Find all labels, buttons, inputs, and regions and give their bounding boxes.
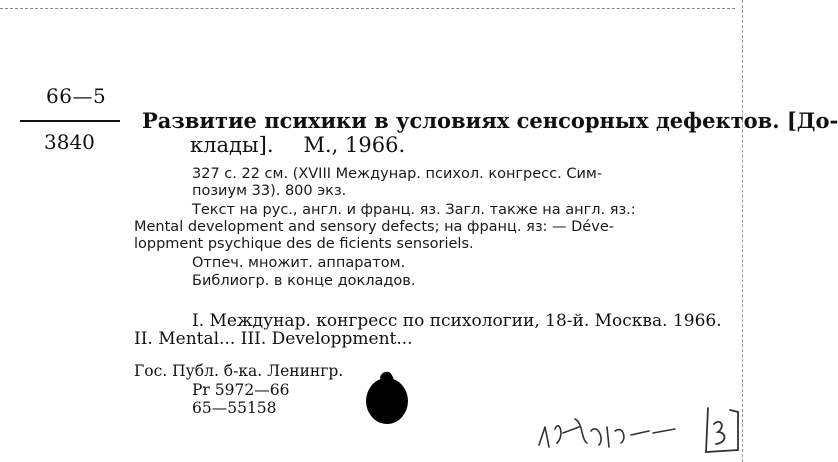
- note-line-1: Текст на рус., англ. и франц. яз. Загл. также на англ. яз.:: [192, 202, 636, 218]
- title-line-2: [190, 133, 405, 157]
- card-top-edge: [0, 8, 735, 9]
- ink-blot: [366, 378, 408, 424]
- collation-line-1: 327 с. 22 см. (XVIII Междунар. психол. конгресс. Сим-: [192, 166, 603, 182]
- note-line-3: loppment psychique des de ficients sensoriels.: [134, 236, 474, 252]
- holding-number-2: 65—55158: [192, 399, 277, 417]
- holding-number-1: Pr 5972—66: [192, 381, 290, 399]
- holding-library: Гос. Публ. б-ка. Ленингр.: [134, 362, 344, 380]
- title-continuation: клады].: [190, 133, 274, 157]
- imprint: М., 1966.: [303, 133, 406, 157]
- call-number-divider: [20, 120, 120, 122]
- call-number-bottom: 3840: [44, 130, 95, 154]
- note-line-2: Mental development and sensory defects; на франц. яз: — Déve-: [134, 219, 614, 235]
- handwritten-box-mark-icon: [700, 404, 744, 456]
- note-line-5: Библиогр. в конце докладов.: [192, 273, 416, 289]
- note-line-4: Отпеч. множит. аппаратом.: [192, 255, 406, 271]
- card-right-edge: [742, 0, 743, 462]
- tracing-line-1: I. Междунар. конгресс по психологии, 18-й. Москва. 1966.: [192, 311, 722, 331]
- title-line-1: Развитие психики в условиях сенсорных дефектов. [До-: [142, 108, 838, 133]
- handwritten-annotation-icon: [535, 405, 680, 455]
- collation-line-2: позиум 33). 800 экз.: [192, 183, 347, 199]
- call-number-top: 66—5: [46, 84, 107, 108]
- tracing-line-2: II. Mental... III. Developpment...: [134, 329, 413, 349]
